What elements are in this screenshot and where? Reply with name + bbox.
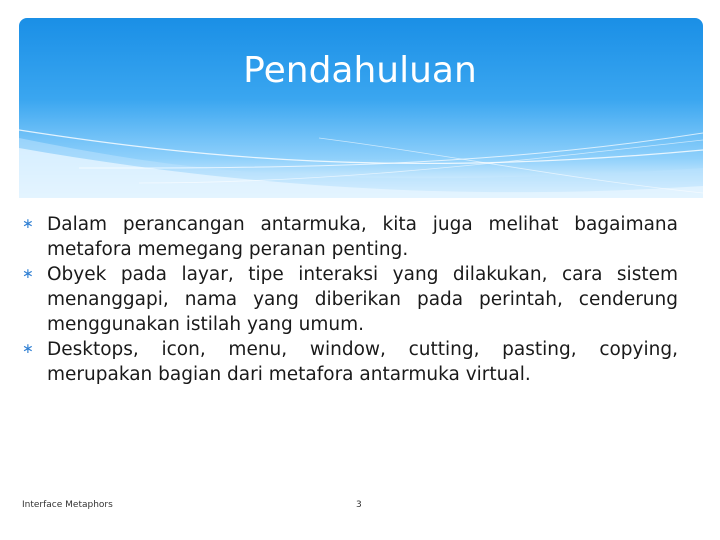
header-wave-decoration [19,18,703,198]
bullet-text: Dalam perancangan antarmuka, kita juga melihat bagaimana metafora memegang peranan penting. [47,214,678,260]
bullet-item [22,262,678,337]
bullet-text: Desktops, icon, menu, window, cutting, pasting, copying, merupakan bagian dari metafora antarmuka virtual. [47,339,678,385]
slide-title: Pendahuluan [243,50,477,91]
bullet-list [22,212,678,387]
bullet-item [22,212,678,262]
bullet-text: Obyek pada layar, tipe interaksi yang dilakukan, cara sistem menanggapi, nama yang diberikan pada perintah, cenderung menggunakan istilah yang umum. [47,264,678,335]
asterisk-bullet-icon: ∗ [22,266,34,282]
footer-label: Interface Metaphors [22,500,113,510]
asterisk-bullet-icon: ∗ [22,216,34,232]
bullet-item [22,337,678,387]
header-banner [19,18,703,198]
asterisk-bullet-icon: ∗ [22,341,34,357]
page-number: 3 [356,500,362,510]
